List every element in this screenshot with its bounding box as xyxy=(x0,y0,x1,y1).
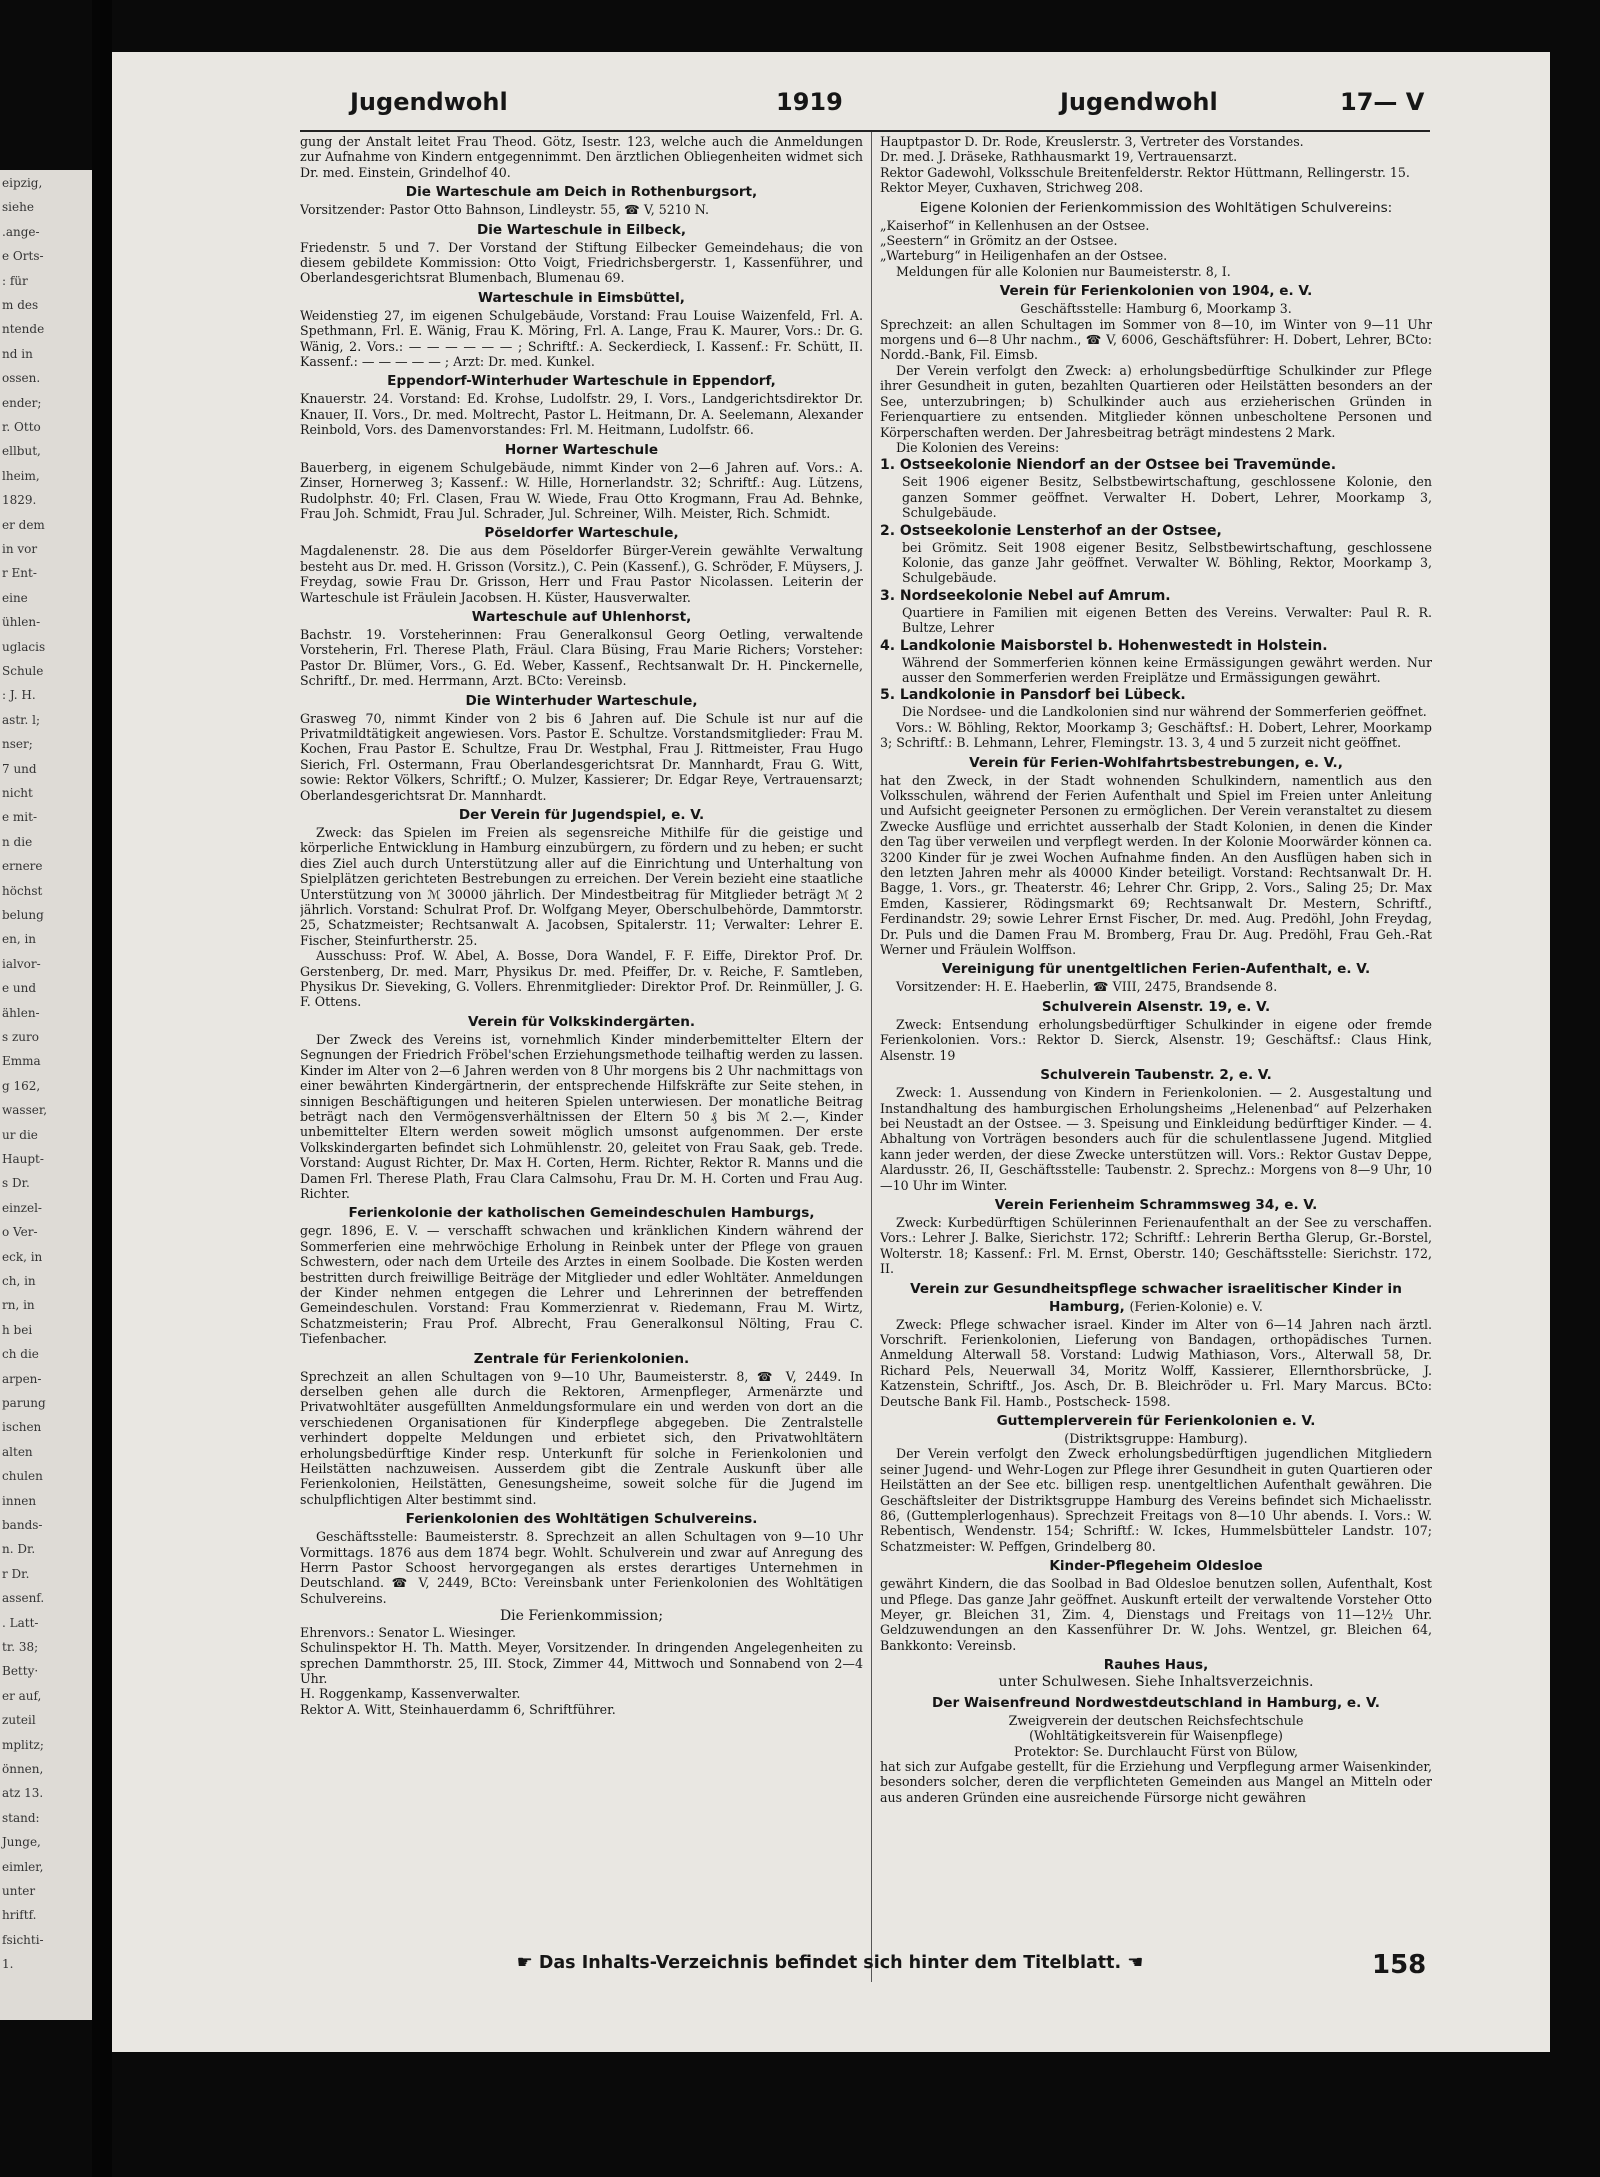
left-page-fragment: s Dr. xyxy=(2,1176,30,1191)
entry-text: gewährt Kindern, die das Soolbad in Bad Oldesloe benutzen sollen, Aufenthalt, Kost und Pflege. Das ganze Jahr geöffnet. Auskunft erteilt der verwaltende Vorsteher Otto Meyer, gr. Bleichen 31, Zim. 4, Dienstags und Freitags von 11—12½ Uhr. Geldzuwendungen an den Kassenführer Dr. W. Johs. Wentzel, gr. Bleichen 64, Bankkonto: Vereinsb. xyxy=(880,1576,1432,1653)
entry-text: Bauerberg, in eigenem Schulgebäude, nimmt Kinder von 2—6 Jahren auf. Vors.: A. Zinser, Hornerweg 3; Kassenf.: W. Hille, Hornerlandstr. 32; Schriftf.: Aug. Lützens, Rudolphstr. 40; Frl. Clasen, Frau W. Wiede, Frau Otto Krogmann, Frau Ad. Behnke, Frau Joh. Schmidt, Frau Jul. Schrader, Jul. Schreiner, Wilh. Meister, Rich. Schmidt. xyxy=(300,459,863,521)
entry-text: Weidenstieg 27, im eigenen Schulgebäude, Vorstand: Frau Louise Waizenfeld, Frl. A. Spethmann, Frl. E. Wänig, Frau K. Möring, Frl. A. Lange, Frau K. Maurer, Vors.: Dr. G. Wänig, 2. Vors.: — — — — — — ; Schriftf.: A. Seckerdieck, I. Kassenf.: Fr. Schütt, II. Kassenf.: — — — — — ; Arzt: Dr. med. Kunkel. xyxy=(300,307,863,370)
left-page-fragment: Schule xyxy=(2,664,44,678)
entry-text: „Warteburg“ in Heiligenhafen an der Ostsee. xyxy=(880,248,1168,264)
left-page-fragment: höchst xyxy=(2,883,43,898)
left-page-fragment: belung xyxy=(2,908,44,922)
pointing-hand-icon: ☛ xyxy=(516,1952,533,1973)
heading-suffix: (Ferien-Kolonie) e. V. xyxy=(1129,1298,1263,1314)
left-page-fragment: siehe xyxy=(2,200,34,215)
entry-heading: Vereinigung für unentgeltlichen Ferien-Aufenthalt, e. V. xyxy=(941,961,1371,978)
left-page-fragment: tr. 38; xyxy=(2,1640,39,1654)
header-rule xyxy=(300,130,1430,132)
entry-text: Magdalenenstr. 28. Die aus dem Pöseldorfer Bürger-Verein gewählte Verwaltung besteht aus Dr. med. H. Grisson (Vorsitz.), C. Pein (Kassenf.), G. Schröder, F. Müysers, J. Freydag, sowie Frau Dr. Grisson, Herr und Frau Pastor Nicolassen. Leiterin der Warteschule ist Fräulein Jacobsen. H. Küster, Hausverwalter. xyxy=(300,543,863,605)
left-page-fragment: r Ent- xyxy=(2,566,37,581)
left-page-fragment: önnen, xyxy=(2,1762,44,1776)
left-page-fragment: zuteil xyxy=(2,1713,36,1728)
entry-heading: Pöseldorfer Warteschule, xyxy=(484,525,679,542)
entry-text: hat den Zweck, in der Stadt wohnenden Schulkindern, namentlich aus den Volksschulen, während der Ferien Aufenthalt und Spiel im Freien unter Anleitung und Aufsicht geeigneter Personen zu ermöglichen. Der Verein veranstaltet zu diesem Zwecke Ausflüge und errichtet ausserhalb der Stadt Kolonien, in denen die Kinder den Tag über verweilen und verpflegt werden. In der Kolonie Moorwärder können ca. 3200 Kinder für je zwei Wochen Aufnahme finden. An den Ausflügen haben sich in den letzten Jahren mehr als 40000 Kinder beteiligt. Vorstand: Rechtsanwalt Dr. H. Bagge, 1. Vors., gr. Theaterstr. 46; Lehrer Chr. Gripp, 2. Vors., Saling 25; Dr. Max Emden, Kassierer, Rödingsmarkt 69; Rechtsanwalt Dr. Mestern, Schriftf., Ferdinandstr. 29; sowie Lehrer Ernst Fischer, Dr. med. Aug. Predöhl, John Freydag, Dr. Puls und die Damen Frau M. Bromberg, Frau Dr. Aug. Predöhl, Frau Geh.-Rat Werner und Fräulein Wolffson. xyxy=(880,772,1432,958)
left-page-fragment: g 162, xyxy=(2,1078,41,1093)
entry-text: Ausschuss: Prof. W. Abel, A. Bosse, Dora Wandel, F. F. Eiffe, Direktor Prof. Dr. Gerstenberg, Dr. med. Marr, Physikus Dr. med. Pfeiffer, Dr. v. Reiche, F. Samtleben, Physikus Dr. Sieveking, G. Vollers. Ehrenmitglieder: Direktor Prof. Dr. Reinmüller, J. G. F. Ottens. xyxy=(300,948,863,1010)
left-page-fragment: bands- xyxy=(2,1518,43,1532)
subsection-heading: Die Ferienkommission; xyxy=(499,1608,664,1625)
entry-heading: Kinder-Pflegeheim Oldesloe xyxy=(1049,1558,1263,1575)
heading-main: Verein zur Gesundheitspflege schwacher israelitischer Kinder in Hamburg, xyxy=(910,1280,1402,1315)
entry-text: Schulinspektor H. Th. Matth. Meyer, Vorsitzender. In dringenden Angelegenheiten zu sprechen Dammthorstr. 25, III. Stock, Zimmer 44, Mittwoch und Sonnabend von 2—4 Uhr. xyxy=(300,1640,863,1686)
left-page-fragment: fsichti- xyxy=(2,1932,44,1947)
entry-heading: Verein für Ferienkolonien von 1904, e. V. xyxy=(999,283,1313,300)
entry-heading: Warteschule in Eimsbüttel, xyxy=(478,289,685,306)
entry-heading: Rauhes Haus, xyxy=(1103,1657,1209,1674)
left-page-fragment: r. Otto xyxy=(2,420,41,434)
entry-heading: Zentrale für Ferienkolonien. xyxy=(473,1350,690,1367)
left-page-fragment: alten xyxy=(2,1444,33,1459)
left-page-fragment: nicht xyxy=(2,786,33,800)
left-page-fragment: o Ver- xyxy=(2,1225,38,1240)
entry-text: Rektor Gadewohl, Volksschule Breitenfelderstr. Rektor Hüttmann, Rellingerstr. 15. xyxy=(880,164,1410,180)
left-page-fragment: eimler, xyxy=(2,1859,44,1874)
entry-text: Sprechzeit an allen Schultagen von 9—10 Uhr, Baumeisterstr. 8, ☎ V, 2449. In derselben gehen alle durch die Rektoren, Armenpfleger, Armenärzte und Privatwohltäter ausgefüllten Anmeldungsformulare ein und werden von dort an die verschiedenen Organisationen für Kinderpflege abgegeben. Die Zentralstelle verhindert doppelte Meldungen und erbietet sich, den Privatwohltätern erholungsbedürftige Kinder resp. Unterkunft für solche in Ferienkolonien und Heilstätten nachzuweisen. Ausserdem gibt die Zentrale Auskunft über alle Ferienkolonien, Heilstätten, Genesungsheime, soweit solche für die Jugend im schulpflichtigen Alter bestimmt sind. xyxy=(300,1368,863,1507)
left-page-fragment: 7 und xyxy=(2,761,37,776)
left-page-fragment: 1. xyxy=(2,1957,14,1972)
colony-item: 3. Nordseekolonie Nebel auf Amrum. xyxy=(880,587,1171,604)
right-column xyxy=(880,134,1432,1982)
entry-heading: Verein für Volkskindergärten. xyxy=(467,1013,696,1030)
colony-text: Während der Sommerferien können keine Ermässigungen gewährt werden. Nur ausser den Sommerferien werden Freiplätze und Ermässigungen gewährt. xyxy=(902,654,1432,685)
entry-text: Vorsitzender: H. E. Haeberlin, ☎ VIII, 2475, Brandsende 8. xyxy=(896,979,1278,995)
left-page-fragment: ernere xyxy=(2,859,43,874)
entry-text: Zweck: Pflege schwacher israel. Kinder im Alter von 6—14 Jahren nach ärztl. Vorschrift. Ferienkolonien, Lieferung von Bandagen, orthopädisches Turnen. Anmeldung Alterwall 58. Vorstand: Ludwig Mathiason, Vors., Alterwall 58, Dr. Richard Pels, Neuerwall 34, Moritz Wolff, Kassierer, Ellernthorsbrücke, J. Katzenstein, Schriftf., Jos. Asch, Dr. B. Bleichröder u. Frl. Mary Marcus. BCto: Deutsche Bank Fil. Hamb., Postscheck- 1598. xyxy=(880,1316,1432,1409)
left-page-fragment: ialvor- xyxy=(2,956,41,971)
left-page-fragment: er auf, xyxy=(2,1688,42,1703)
entry-text: Protektor: Se. Durchlaucht Fürst von Bülow, xyxy=(1014,1743,1298,1759)
left-page-fragment: Emma xyxy=(2,1054,41,1069)
entry-text: Zweck: Kurbedürftigen Schülerinnen Ferienaufenthalt an der See zu verschaffen. Vors.: Lehrer J. Balke, Sierichstr. 172; Schriftf.: Lehrerin Bertha Glerup, Gr.-Borstel, Wolterstr. 18; Kassenf.: Frl. M. Ernst, Oberstr. 140; Geschäftsstelle: Sierichstr. 172, II. xyxy=(880,1214,1432,1277)
entry-heading: Verein für Ferien-Wohlfahrtsbestrebungen, e. V., xyxy=(969,754,1343,771)
colony-text: Die Nordsee- und die Landkolonien sind nur während der Sommerferien geöffnet. xyxy=(902,704,1427,720)
entry-heading: Verein Ferienheim Schrammsweg 34, e. V. xyxy=(994,1196,1318,1213)
entry-heading: Guttemplerverein für Ferienkolonien e. V. xyxy=(996,1413,1316,1429)
left-page-fragment: eine xyxy=(2,590,28,605)
left-page-fragment: eipzig, xyxy=(2,176,43,190)
left-page-fragment: parung xyxy=(2,1396,46,1410)
entry-text: Der Verein verfolgt den Zweck: a) erholungsbedürftige Schulkinder zur Pflege ihrer Gesundheit in guten, bezahlten Quartieren oder Heilstätten besonders an der See, unterzubringen; b) Schulkinder auch aus erzieherischen Gründen in Ferienquartiere zu entsenden. Mitglieder können unbescholtene Personen und Körperschaften werden. Der Jahresbeitrag beträgt mindestens 2 Mark. xyxy=(880,362,1432,440)
entry-text: Grasweg 70, nimmt Kinder von 2 bis 6 Jahren auf. Die Schule ist nur auf die Privatmildtätigkeit angewiesen. Vors. Pastor E. Schultze. Vorstandsmitglieder: Frau M. Kochen, Frau Pastor E. Schultze, Frau Dr. Westphal, Frau J. Rittmeister, Frau Hugo Sierich, Frl. Ostermann, Frau Oberlandesgerichtsrat Dr. Mannhardt, Frau G. Witt, sowie: Rektor Völkers, Schriftf.; O. Mulzer, Kassierer; Dr. Edgar Reye, Vertrauensarzt; Oberlandesgerichtsrat Dr. Mannhardt. xyxy=(300,710,863,803)
entry-text: Ehrenvors.: Senator L. Wiesinger. xyxy=(300,1624,517,1640)
running-header xyxy=(0,88,1600,128)
left-page-fragment: ossen. xyxy=(2,371,41,386)
colony-text: Quartiere in Familien mit eigenen Betten des Vereins. Verwalter: Paul R. R. Bultze, Lehrer xyxy=(902,604,1432,636)
entry-text: Der Verein verfolgt den Zweck erholungsbedürftigen jugendlichen Mitgliedern seiner Jugend- und Wehr-Logen zur Pflege ihrer Gesundheit in guten Quartieren oder Heilstätten an der See etc. billigen resp. unentgeltlichen Aufenthalt gewähren. Die Geschäftsleiter der Distriktsgruppe Hamburg des Vereins befindet sich Michaelisstr. 86, (Guttemplerlogenhaus). Sprechzeit Freitags von 8—10 Uhr abends. I. Vors.: W. Rebentisch, Wendenstr. 154; Schriftf.: W. Ickes, Hummelsbütteler Landstr. 107; Schatzmeister: W. Peffgen, Grindelberg 80. xyxy=(880,1446,1432,1554)
colony-item: 4. Landkolonie Maisborstel b. Hohenwestedt in Holstein. xyxy=(880,637,1328,654)
left-page-fragment: rn, in xyxy=(2,1298,35,1313)
entry-text: H. Roggenkamp, Kassenverwalter. xyxy=(300,1686,521,1702)
left-page-fragment: h bei xyxy=(2,1322,33,1337)
left-column xyxy=(300,134,863,1982)
left-page-fragment: Junge, xyxy=(2,1835,41,1850)
entry-text: Knauerstr. 24. Vorstand: Ed. Krohse, Ludolfstr. 29, I. Vors., Landgerichtsdirektor Dr. Knauer, II. Vors., Dr. med. Moltrecht, Pastor L. Heitmann, Dr. A. Seelemann, Alexander Reinbold, Vors. des Damenvorstandes: Frl. M. Heitmann, Ludolfstr. 66. xyxy=(300,391,863,438)
left-page-fragment: : für xyxy=(2,273,28,288)
header-year: 1919 xyxy=(776,88,843,116)
column-divider xyxy=(871,132,872,1982)
entry-text: Geschäftsstelle: Hamburg 6, Moorkamp 3. xyxy=(1020,301,1292,317)
entry-subtitle: (Distriktsgruppe: Hamburg). xyxy=(1064,1431,1248,1446)
colony-text: bei Grömitz. Seit 1908 eigener Besitz, Selbstbewirtschaftung, geschlossene Kolonie, das ganze Jahr geöffnet. Verwalter W. Böhling, Rektor, Moorkamp 3, Schulgebäude. xyxy=(902,539,1432,586)
entry-text: Rektor Meyer, Cuxhaven, Strichweg 208. xyxy=(880,180,1144,196)
entry-text: Dr. med. J. Dräseke, Rathhausmarkt 19, Vertrauensarzt. xyxy=(880,149,1238,165)
entry-text: Vors.: W. Böhling, Rektor, Moorkamp 3; Geschäftsf.: H. Dobert, Lehrer, Moorkamp 3; Schriftf.: B. Lehmann, Lehrer, Flemingstr. 13. 3, 4 und 5 zurzeit nicht geöffnet. xyxy=(880,719,1432,751)
entry-text: gegr. 1896, E. V. — verschafft schwachen und kränklichen Kindern während der Sommerferien eine mehrwöchige Erholung in Reinbek unter der Pflege von grauen Schwestern, oder nach dem Urteile des Arztes in einem Soolbade. Die Kosten werden bestritten durch freiwillige Beiträge der Mitglieder und edler Wohltäter. Anmeldungen der Kinder nehmen entgegen die Lehrer und Lehrerinnen der betreffenden Gemeindeschulen. Vorstand: Frau Kommerzienrat v. Riedemann, Frau M. Wirtz, Schatzmeisterin; Frau Prof. Albrecht, Frau Generalkonsul Nölting, Frau C. Tiefenbacher. xyxy=(300,1223,863,1347)
entry-heading: Der Waisenfreund Nordwestdeutschland in Hamburg, e. V. xyxy=(932,1694,1380,1711)
entry-text: Meldungen für alle Kolonien nur Baumeisterstr. 8, I. xyxy=(896,263,1231,279)
entry-text: „Seestern“ in Grömitz an der Ostsee. xyxy=(880,233,1118,249)
entry-text: Vorsitzender: Pastor Otto Bahnson, Lindleystr. 55, ☎ V, 5210 N. xyxy=(300,202,710,218)
entry-text: Rektor A. Witt, Steinhauerdamm 6, Schriftführer. xyxy=(300,1701,616,1717)
entry-heading: Die Warteschule in Eilbeck, xyxy=(476,221,686,238)
entry-heading: Die Warteschule am Deich in Rothenburgsort, xyxy=(405,184,758,201)
left-page-fragment: assenf. xyxy=(2,1591,45,1606)
entry-heading: Warteschule auf Uhlenhorst, xyxy=(471,608,692,625)
entry-text: Die Kolonien des Vereins: xyxy=(896,439,1060,455)
left-page-fragment: in vor xyxy=(2,542,38,556)
left-page-fragment: ellbut, xyxy=(2,444,41,459)
left-page-fragment: ur die xyxy=(2,1127,38,1142)
entry-text: Zweck: das Spielen im Freien als segensreiche Mithilfe für die geistige und körperliche Entwicklung in Hamburg einzubürgern, zu fördern und zu heben; er sucht dies Ziel auch durch Unterstützung aller auf die Einrichtung und Unterhaltung von Spielplätzen gerichteten Bestrebungen zu erreichen. Der Verein bezieht eine staatliche Unterstützung von ℳ 30000 jährlich. Der Mindestbeitrag für Mitglieder beträgt ℳ 2 jährlich. Vorstand: Schulrat Prof. Dr. Wolfgang Meyer, Oberschulbehörde, Dammtorstr. 25, Schatzmeister; Rechtsanwalt A. Jacobsen, Spitalerstr. 11; Verwalter: Lehrer E. Fischer, Steinfurtherstr. 25. xyxy=(300,825,863,948)
entry-heading xyxy=(880,1281,1432,1316)
left-page-fragment: ntende xyxy=(2,322,45,337)
entry-text: Friedenstr. 5 und 7. Der Vorstand der Stiftung Eilbecker Gemeindehaus; die von diesem gebildete Kommission: Otto Voigt, Friedrichsbergerstr. 1, Kassenführer, und Oberlandesgerichtsrat Blumenbach, Blumenau 69. xyxy=(300,239,863,286)
left-page-fragment: ch die xyxy=(2,1347,39,1362)
colony-item: 5. Landkolonie in Pansdorf bei Lübeck. xyxy=(880,687,1186,704)
entry-heading: Eigene Kolonien der Ferienkommission des Wohltätigen Schulvereins: xyxy=(919,199,1393,216)
left-page-fragment: lheim, xyxy=(2,468,40,483)
left-page-fragment: n. Dr. xyxy=(2,1542,36,1557)
entry-text: Zweck: Entsendung erholungsbedürftiger Schulkinder in eigene oder fremde Ferienkolonien. Vors.: Rektor D. Sierck, Alsenstr. 19; Geschäftsf.: Claus Hink, Alsenstr. 19 xyxy=(880,1016,1432,1063)
entry-text: unter Schulwesen. Siehe Inhaltsverzeichnis. xyxy=(998,1674,1314,1691)
left-page-fragment: r Dr. xyxy=(2,1566,30,1581)
left-page-fragment: e mit- xyxy=(2,810,38,825)
header-right: Jugendwohl xyxy=(1060,88,1218,116)
left-page-fragment: hriftf. xyxy=(2,1908,37,1923)
entry-text: hat sich zur Aufgabe gestellt, für die Erziehung und Verpflegung armer Waisenkinder, besonders solcher, deren die verpflichteten Gemeinden aus Mangel an Mitteln oder aus anderen Gründen eine ausreichende Fürsorge nicht gewähren xyxy=(880,1758,1432,1805)
entry-text: Zweck: 1. Aussendung von Kindern in Ferienkolonien. — 2. Ausgestaltung und Instandhaltung des hamburgischen Erholungsheims „Helenenbad“ auf Pelzerhaken bei Neustadt an der Ostsee. — 3. Speisung und Einkleidung bedürftiger Kinder. — 4. Abhaltung von Vorträgen besonders auch für die schulentlassene Jugend. Mitglied kann jeder werden, der diese Zwecke unterstützen will. Vors.: Rektor Gustav Deppe, Alardusstr. 26, II, Geschäftsstelle: Taubenstr. 2. Sprechz.: Morgens von 8—9 Uhr, 10—10 Uhr im Winter. xyxy=(880,1085,1432,1193)
page-number: 158 xyxy=(1372,1950,1427,1980)
left-page-fragment: nd in xyxy=(2,346,33,361)
left-page-fragment: .ange- xyxy=(2,224,40,239)
entry-heading: Horner Warteschule xyxy=(504,441,659,458)
left-page-fragment: chulen xyxy=(2,1469,43,1484)
left-page-fragment: atz 13. xyxy=(2,1786,44,1801)
colony-item: 1. Ostseekolonie Niendorf an der Ostsee bei Travemünde. xyxy=(880,457,1337,474)
left-page-fragment: wasser, xyxy=(2,1103,48,1118)
left-page-fragment: arpen- xyxy=(2,1371,42,1386)
left-page-fragment: uglacis xyxy=(2,639,46,654)
left-page-fragment: innen xyxy=(2,1493,37,1508)
left-page-fragment: nser; xyxy=(2,737,33,752)
left-page-fragment: e und xyxy=(2,981,37,996)
pointing-hand-icon: ☚ xyxy=(1127,1952,1144,1973)
left-page-fragment: einzel- xyxy=(2,1200,42,1215)
entry-heading: Ferienkolonie der katholischen Gemeindeschulen Hamburgs, xyxy=(348,1205,815,1222)
entry-heading: Schulverein Alsenstr. 19, e. V. xyxy=(1041,998,1271,1015)
entry-heading: Schulverein Taubenstr. 2, e. V. xyxy=(1040,1067,1272,1084)
left-page-fragment: . Latt- xyxy=(2,1615,39,1630)
entry-heading: Der Verein für Jugendspiel, e. V. xyxy=(458,807,705,823)
entry-text: gung der Anstalt leitet Frau Theod. Götz, Isestr. 123, welche auch die Anmeldungen zur Aufnahme von Kindern entgegennimmt. Den ärztlichen Obliegenheiten widmet sich Dr. med. Einstein, Grindelhof 40. xyxy=(300,134,863,180)
left-page-fragment: Betty· xyxy=(2,1664,39,1679)
entry-heading: Die Winterhuder Warteschule, xyxy=(465,692,698,709)
header-left: Jugendwohl xyxy=(350,88,508,116)
left-page-fragment: Haupt- xyxy=(2,1152,44,1166)
left-page-fragment: e Orts- xyxy=(2,249,44,264)
header-page-ref: 17— V xyxy=(1340,88,1425,116)
left-page-fragment: : J. H. xyxy=(2,688,36,703)
entry-text: Zweigverein der deutschen Reichsfechtschule xyxy=(1008,1712,1304,1728)
left-page-fragment: ch, in xyxy=(2,1274,36,1288)
entry-text: Geschäftsstelle: Baumeisterstr. 8. Sprechzeit an allen Schultagen von 9—10 Uhr Vormittags. 1876 aus dem 1874 begr. Wohlt. Schulverein und zwar auf Anregung des Herrn Pastor Schoost hervorgegangen als erstes derartiges Unternehmen in Deutschland. ☎ V, 2449, BCto: Vereinsbank unter Ferienkolonien des Wohltätigen Schulvereins. xyxy=(300,1529,863,1606)
left-page-fragment: ählen- xyxy=(2,1005,40,1020)
entry-text: Der Zweck des Vereins ist, vornehmlich Kinder minderbemittelter Eltern der Segnungen der Friedrich Fröbel'schen Erziehungsmethode teilhaftig werden zu lassen. Kinder im Alter von 2—6 Jahren werden von 8 Uhr morgens bis 2 Uhr nachmittags von einer bewährten Kindergärtnerin, der entsprechende Hilfskräfte zur Seite stehen, in sinnigen Beschäftigungen und heiteren Spielen unterwiesen. Der monatliche Beitrag beträgt nach den Vermögensverhältnissen der Eltern 50 ₰ bis ℳ 2.—, Kinder unbemittelter Eltern werden soweit möglich umsonst aufgenommen. Der erste Volkskindergarten befindet sich Lohmühlenstr. 20, geleitet von Frau Saak, geb. Trede. Vorstand: August Richter, Dr. Max H. Corten, Herm. Richter, Rektor R. Manns und die Damen Frl. Therese Plath, Frau Clara Calmsohu, Frau Dr. M. H. Corten und Frau Aug. Richter. xyxy=(300,1031,863,1201)
colony-item: 2. Ostseekolonie Lensterhof an der Ostsee, xyxy=(880,522,1222,539)
left-page-fragment: ischen xyxy=(2,1420,42,1435)
left-page-fragment: ühlen- xyxy=(2,615,41,630)
left-page-fragment: eck, in xyxy=(2,1249,43,1264)
footer-text: Das Inhalts-Verzeichnis befindet sich hinter dem Titelblatt. xyxy=(538,1953,1122,1973)
entry-heading: Ferienkolonien des Wohltätigen Schulvereins. xyxy=(405,1511,758,1528)
left-page-fragment: astr. l; xyxy=(2,712,41,727)
entry-text: „Kaiserhof“ in Kellenhusen an der Ostsee. xyxy=(880,217,1150,233)
left-page-fragment: m des xyxy=(2,298,39,312)
left-page-fragment: ender; xyxy=(2,395,42,410)
entry-text: Sprechzeit: an allen Schultagen im Sommer von 8—10, im Winter von 9—11 Uhr morgens und 6—8 Uhr nachm., ☎ V, 6006, Geschäftsführer: H. Dobert, Lehrer, BCto: Nordd.-Bank, Fil. Eimsb. xyxy=(880,316,1432,363)
entry-text: (Wohltätigkeitsverein für Waisenpflege) xyxy=(1029,1728,1283,1744)
left-page-fragment: mplitz; xyxy=(2,1737,44,1752)
left-page-fragment: unter xyxy=(2,1884,36,1898)
colony-text: Seit 1906 eigener Besitz, Selbstbewirtschaftung, geschlossene Kolonie, den ganzen Sommer geöffnet. Verwalter H. Dobert, Lehrer, Moorkamp 3, Schulgebäude. xyxy=(902,474,1432,521)
left-page-fragment: 1829. xyxy=(2,493,37,508)
left-page-fragment: s zuro xyxy=(2,1030,39,1044)
entry-text: Bachstr. 19. Vorsteherinnen: Frau Generalkonsul Georg Oetling, verwaltende Vorsteherin, Frl. Therese Plath, Fräul. Clara Büsing, Frau Marie Richers; Vorsteher: Pastor Dr. Blümer, Vors., G. Ed. Weber, Kassenf., Rechtsanwalt Dr. H. Pinckernelle, Schriftf., Dr. med. Herrmann, Arzt. BCto: Vereinsb. xyxy=(300,626,863,689)
left-page-fragment: n die xyxy=(2,834,33,849)
left-page-fragment: en, in xyxy=(2,932,37,947)
entry-text: Hauptpastor D. Dr. Rode, Kreuslerstr. 3, Vertreter des Vorstandes. xyxy=(880,134,1304,149)
left-page-fragment: stand: xyxy=(2,1810,40,1825)
entry-heading: Eppendorf-Winterhuder Warteschule in Eppendorf, xyxy=(387,373,776,390)
left-page-fragment: er dem xyxy=(2,517,45,532)
footer-note xyxy=(380,1952,1280,1973)
